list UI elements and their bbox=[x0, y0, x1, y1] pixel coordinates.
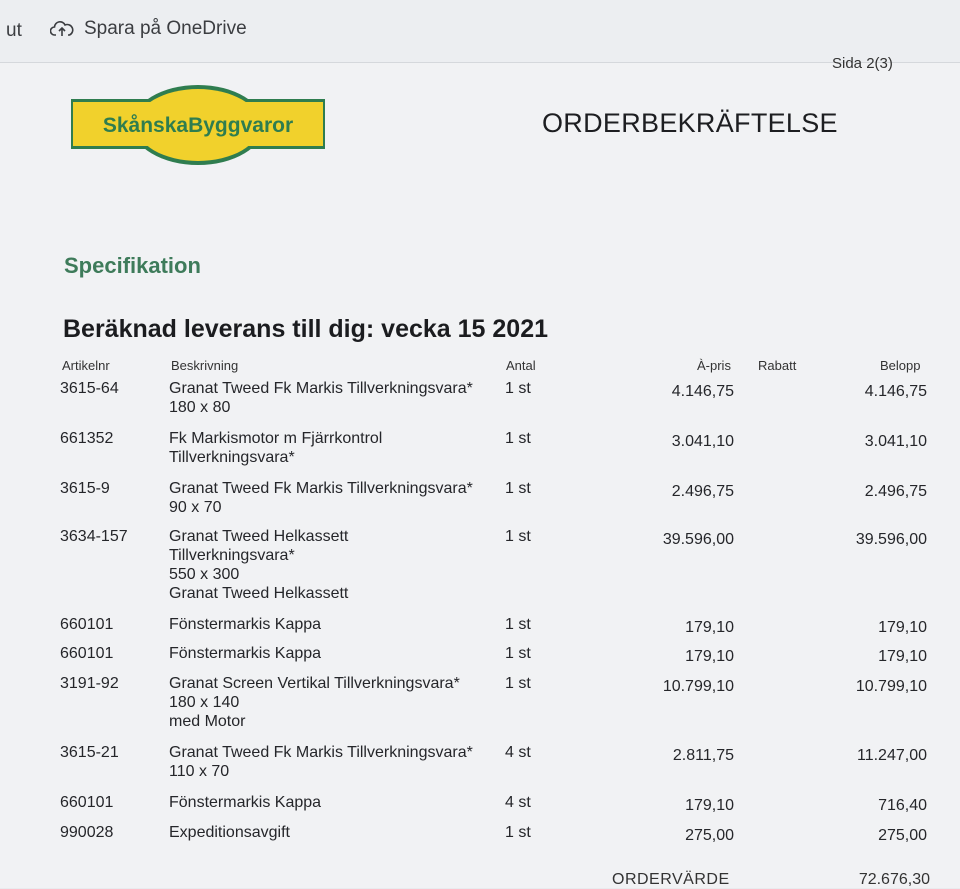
unit-price-cell: 179,10 bbox=[685, 648, 734, 665]
unit-price-cell: 179,10 bbox=[685, 797, 734, 814]
order-total-value: 72.676,30 bbox=[858, 871, 930, 888]
company-logo bbox=[71, 85, 325, 165]
description-cell: Fk Markismotor m Fjärrkontrol Tillverkningsvara* bbox=[169, 430, 383, 466]
description-cell: Granat Tweed Fk Markis Tillverkningsvara* 110 x 70 bbox=[169, 744, 473, 780]
article-cell: 660101 bbox=[60, 616, 114, 633]
quantity-cell: 1 st bbox=[505, 824, 531, 841]
quantity-cell: 4 st bbox=[505, 744, 531, 761]
amount-cell: 2.496,75 bbox=[864, 483, 927, 500]
description-cell: Fönstermarkis Kappa bbox=[169, 616, 322, 633]
browser-toolbar bbox=[0, 0, 960, 63]
col-quantity: Antal bbox=[506, 358, 536, 373]
col-amount: Belopp bbox=[880, 358, 921, 373]
quantity-cell: 1 st bbox=[505, 480, 531, 497]
onedrive-label: Spara på OneDrive bbox=[84, 18, 247, 39]
article-cell: 3615-64 bbox=[60, 380, 119, 397]
amount-cell: 11.247,00 bbox=[857, 747, 927, 764]
document-title: ORDERBEKRÄFTELSE bbox=[542, 108, 838, 138]
amount-cell: 3.041,10 bbox=[864, 433, 927, 450]
quantity-cell: 1 st bbox=[505, 645, 531, 662]
quantity-cell: 1 st bbox=[505, 528, 531, 545]
amount-cell: 4.146,75 bbox=[864, 383, 927, 400]
article-cell: 3615-21 bbox=[60, 744, 119, 761]
description-cell: Expeditionsavgift bbox=[169, 824, 290, 841]
unit-price-cell: 3.041,10 bbox=[671, 433, 734, 450]
delivery-heading: Beräknad leverans till dig: vecka 15 2021 bbox=[63, 315, 548, 343]
article-cell: 3615-9 bbox=[60, 480, 110, 497]
amount-cell: 716,40 bbox=[878, 797, 927, 814]
document-page bbox=[0, 55, 960, 888]
article-cell: 660101 bbox=[60, 645, 114, 662]
quantity-cell: 4 st bbox=[505, 794, 531, 811]
article-cell: 3634-157 bbox=[60, 528, 128, 545]
order-total-label: ORDERVÄRDE bbox=[612, 871, 730, 888]
article-cell: 660101 bbox=[60, 794, 114, 811]
description-cell: Granat Tweed Fk Markis Tillverkningsvara* 180 x 80 bbox=[169, 380, 473, 416]
unit-price-cell: 4.146,75 bbox=[671, 383, 734, 400]
col-article: Artikelnr bbox=[62, 358, 110, 373]
col-unit-price: À-pris bbox=[697, 358, 731, 373]
description-cell: Granat Screen Vertikal Tillverkningsvara* 180 x 140 med Motor bbox=[169, 675, 460, 730]
unit-price-cell: 2.811,75 bbox=[672, 747, 734, 764]
article-cell: 661352 bbox=[60, 430, 114, 447]
unit-price-cell: 10.799,10 bbox=[662, 678, 734, 695]
cloud-upload-icon bbox=[50, 20, 74, 38]
svg-text:SkånskaByggvaror: SkånskaByggvaror bbox=[102, 114, 294, 137]
col-description: Beskrivning bbox=[171, 358, 239, 373]
quantity-cell: 1 st bbox=[505, 675, 531, 692]
col-discount: Rabatt bbox=[758, 358, 797, 373]
quantity-cell: 1 st bbox=[505, 430, 531, 447]
description-cell: Granat Tweed Helkassett Tillverkningsvara* 550 x 300 Granat Tweed Helkassett bbox=[169, 528, 349, 602]
quantity-cell: 1 st bbox=[505, 616, 531, 633]
amount-cell: 10.799,10 bbox=[855, 678, 927, 695]
unit-price-cell: 39.596,00 bbox=[662, 531, 734, 548]
quantity-cell: 1 st bbox=[505, 380, 531, 397]
signout-link[interactable]: ut bbox=[6, 20, 22, 41]
amount-cell: 39.596,00 bbox=[855, 531, 927, 548]
article-cell: 3191-92 bbox=[60, 675, 119, 692]
description-cell: Granat Tweed Fk Markis Tillverkningsvara* 90 x 70 bbox=[169, 480, 473, 516]
page-indicator: Sida 2(3) bbox=[832, 55, 893, 72]
section-heading: Specifikation bbox=[64, 253, 201, 278]
description-cell: Fönstermarkis Kappa bbox=[169, 794, 322, 811]
unit-price-cell: 275,00 bbox=[685, 827, 734, 844]
unit-price-cell: 179,10 bbox=[685, 619, 734, 636]
amount-cell: 275,00 bbox=[878, 827, 927, 844]
amount-cell: 179,10 bbox=[878, 619, 927, 636]
unit-price-cell: 2.496,75 bbox=[671, 483, 734, 500]
amount-cell: 179,10 bbox=[878, 648, 927, 665]
save-to-onedrive-button[interactable] bbox=[50, 18, 247, 40]
article-cell: 990028 bbox=[60, 824, 114, 841]
description-cell: Fönstermarkis Kappa bbox=[169, 645, 322, 662]
